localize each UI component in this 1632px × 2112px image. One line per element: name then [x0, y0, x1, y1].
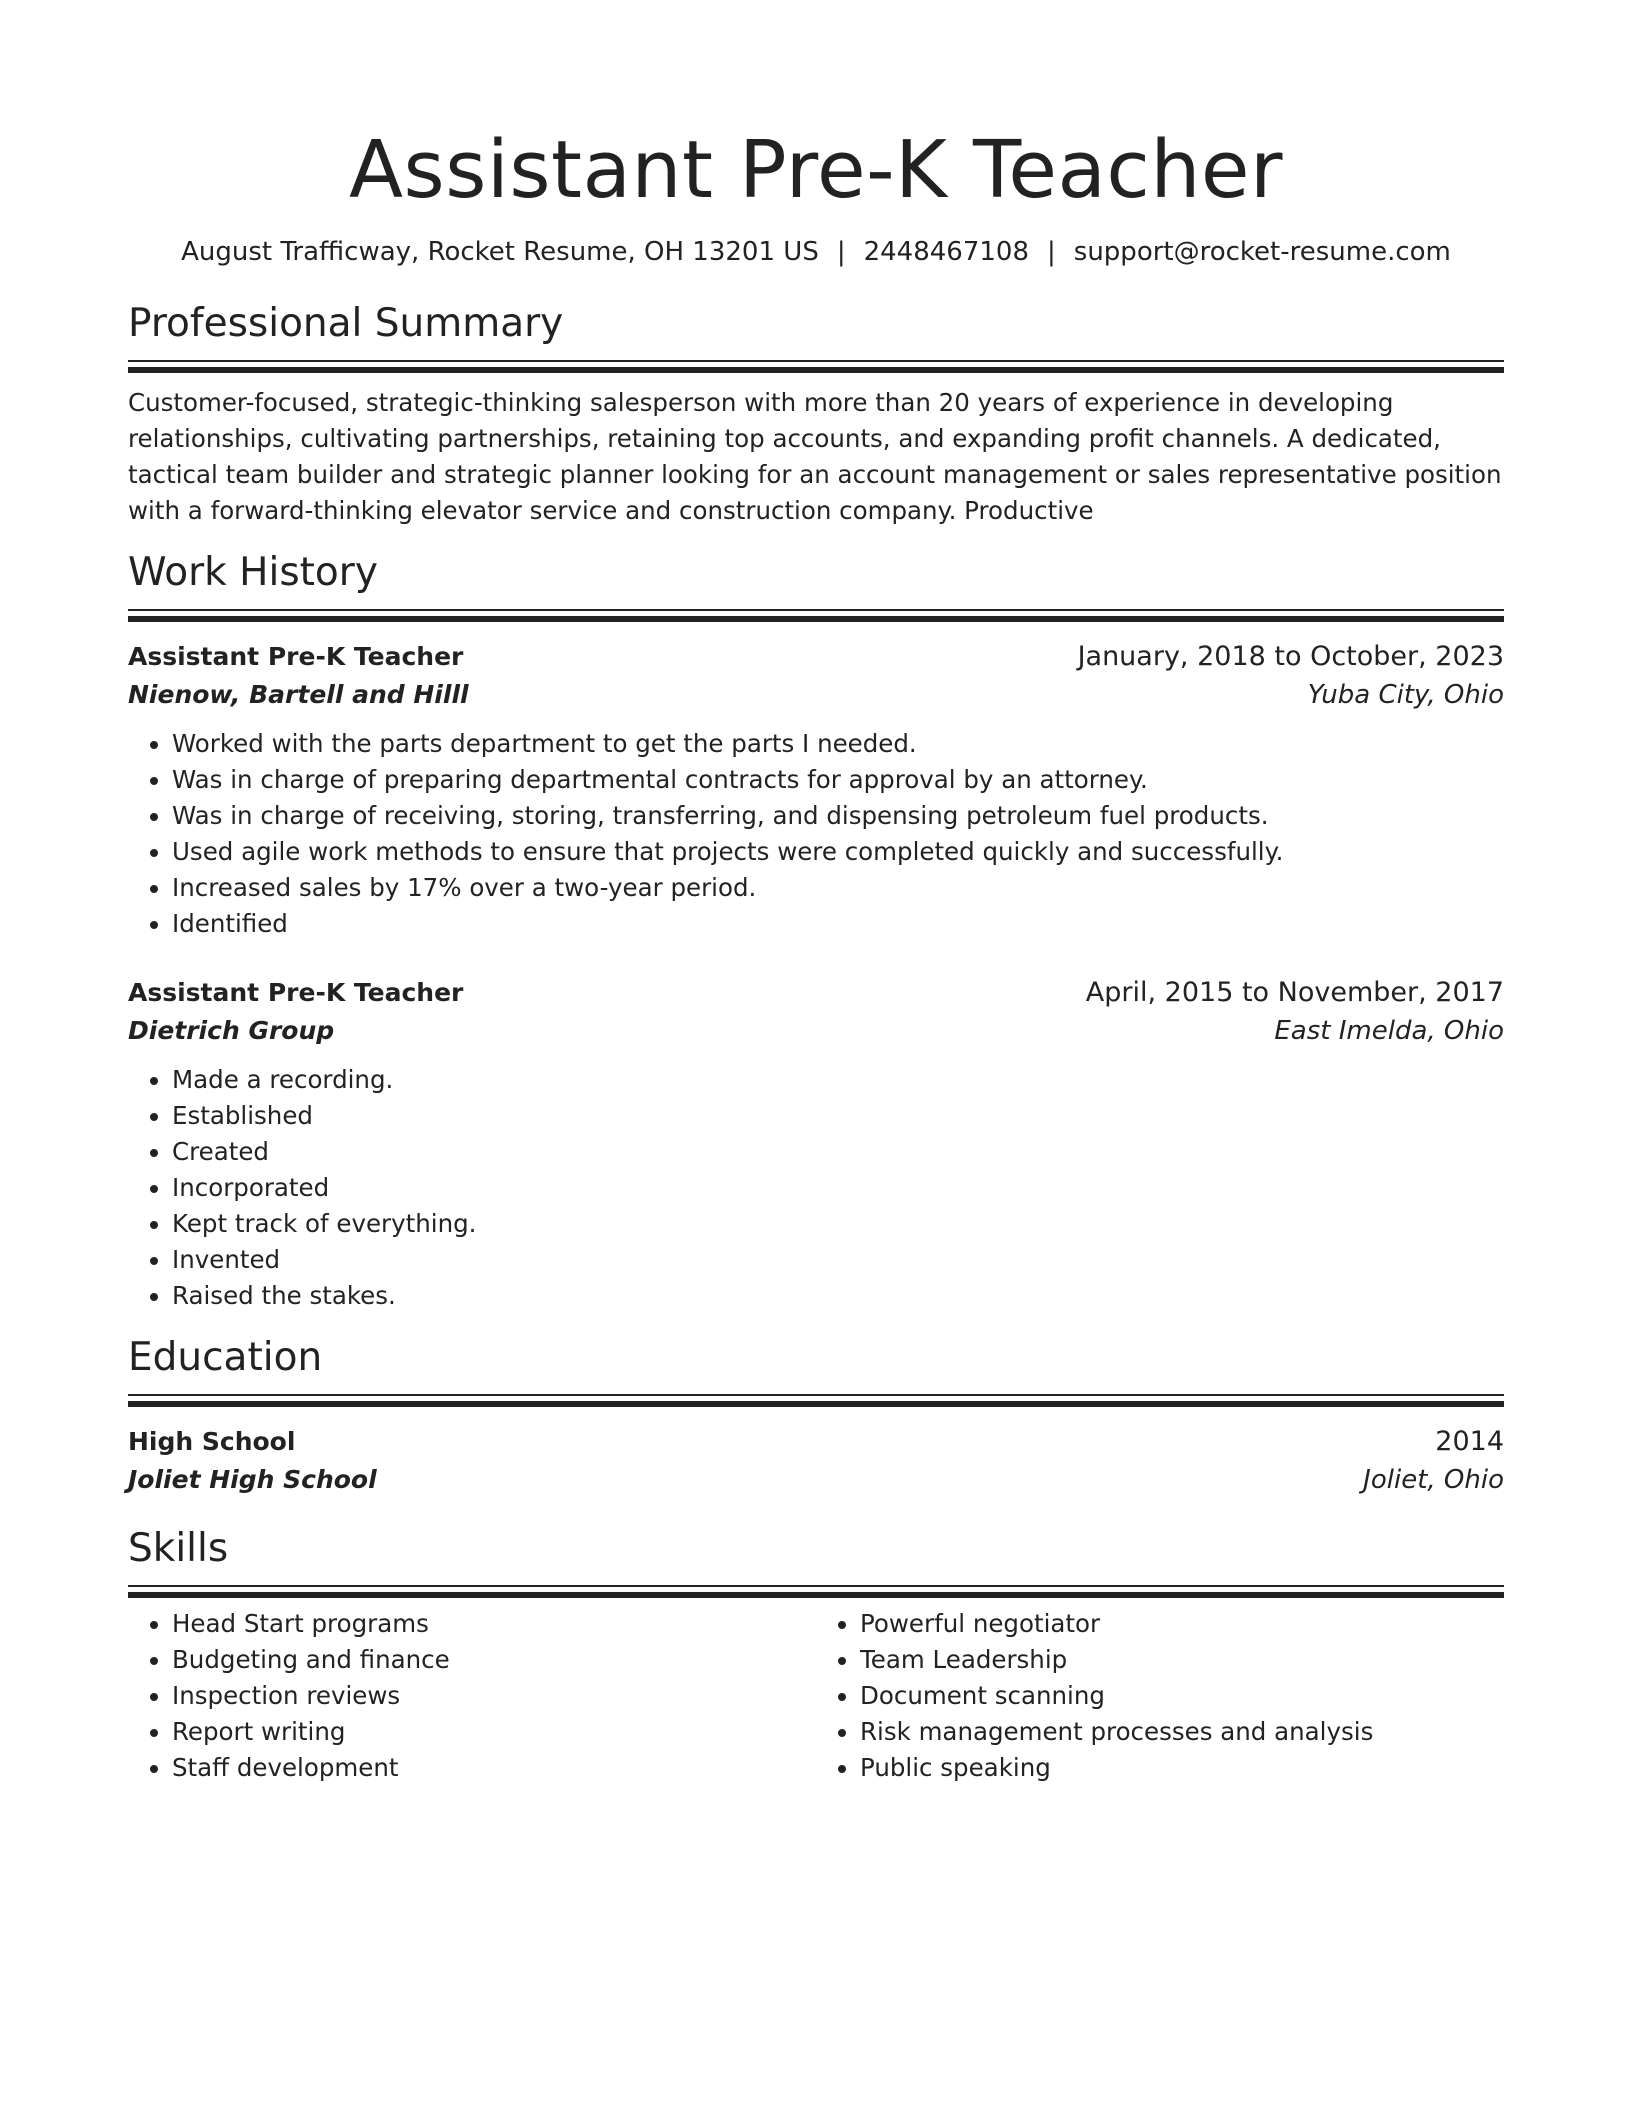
education-location: Joliet, Ohio [1363, 1465, 1504, 1495]
education-header-row [128, 1423, 1504, 1461]
job-bullet: • Incorporated [172, 1170, 1504, 1206]
work-history-section [128, 549, 1504, 1314]
summary-section [128, 300, 1504, 529]
education-degree: High School [128, 1427, 296, 1456]
education-heading: Education [128, 1335, 323, 1380]
education-school-row [128, 1461, 1504, 1499]
education-section [128, 1334, 1504, 1499]
skills-list-right [816, 1606, 1504, 1786]
job-header-row [128, 974, 1504, 1012]
section-divider [128, 1394, 1504, 1405]
skills-list-left [128, 1606, 816, 1786]
skills-columns [128, 1606, 1504, 1786]
contact-line [128, 236, 1504, 268]
summary-text: Customer-focused, strategic-thinking salesperson with more than 20 years of experience in developing relationships, cultivating partnerships, retaining top accounts, and expanding profit channels. A dedicated, tactical team builder and strategic planner looking for an account management or sales representative position with a forward-thinking elevator service and construction company. Productive [128, 388, 1502, 525]
skill-item: • Powerful negotiator [860, 1606, 1504, 1642]
resume-title: Assistant Pre-K Teacher [349, 124, 1283, 216]
job-bullet-list [128, 1062, 1504, 1314]
job-company: Dietrich Group [128, 1016, 335, 1045]
section-divider [128, 1585, 1504, 1596]
education-year: 2014 [1435, 1426, 1504, 1457]
skill-item: • Team Leadership [860, 1642, 1504, 1678]
job-bullet: • Created [172, 1134, 1504, 1170]
job-location: East Imelda, Ohio [1274, 1016, 1504, 1046]
job-bullet: • Made a recording. [172, 1062, 1504, 1098]
skills-section [128, 1525, 1504, 1786]
contact-address: August Trafficway, Rocket Resume, OH 13201 US [181, 237, 819, 267]
job-entry [128, 638, 1504, 942]
job-dates: April, 2015 to November, 2017 [1085, 977, 1504, 1008]
contact-separator: | [836, 237, 846, 267]
section-divider [128, 360, 1504, 371]
job-title: Assistant Pre-K Teacher [128, 642, 464, 671]
job-company-row [128, 1012, 1504, 1050]
job-bullet: • Used agile work methods to ensure that projects were completed quickly and successfully. [172, 834, 1504, 870]
job-dates: January, 2018 to October, 2023 [1077, 641, 1504, 672]
education-school: Joliet High School [128, 1465, 377, 1494]
skill-item: • Document scanning [860, 1678, 1504, 1714]
job-bullet: • Was in charge of receiving, storing, transferring, and dispensing petroleum fuel products. [172, 798, 1504, 834]
job-bullet: • Was in charge of preparing departmental contracts for approval by an attorney. [172, 762, 1504, 798]
job-entry [128, 974, 1504, 1314]
education-entry [128, 1423, 1504, 1499]
contact-email: support@rocket-resume.com [1073, 237, 1451, 267]
job-location: Yuba City, Ohio [1307, 680, 1504, 710]
skill-item: • Inspection reviews [172, 1678, 816, 1714]
skill-item: • Staff development [172, 1750, 816, 1786]
job-company: Nienow, Bartell and Hilll [128, 680, 469, 709]
skill-item: • Budgeting and finance [172, 1642, 816, 1678]
job-bullet: • Kept track of everything. [172, 1206, 1504, 1242]
contact-separator: | [1047, 237, 1056, 267]
skill-item: • Risk management processes and analysis [860, 1714, 1504, 1750]
skill-item: • Head Start programs [172, 1606, 816, 1642]
job-header-row [128, 638, 1504, 676]
job-title: Assistant Pre-K Teacher [128, 978, 464, 1007]
skill-item: • Report writing [172, 1714, 816, 1750]
skills-heading: Skills [128, 1526, 229, 1571]
job-bullet: • Identified [172, 906, 1504, 942]
job-company-row [128, 676, 1504, 714]
job-bullet-list [128, 726, 1504, 942]
contact-phone: 2448467108 [863, 237, 1030, 267]
job-bullet: • Invented [172, 1242, 1504, 1278]
skill-item: • Public speaking [860, 1750, 1504, 1786]
job-bullet: • Raised the stakes. [172, 1278, 1504, 1314]
job-bullet: • Worked with the parts department to get the parts I needed. [172, 726, 1504, 762]
work-history-heading: Work History [128, 550, 378, 595]
summary-heading: Professional Summary [128, 301, 564, 346]
job-bullet: • Established [172, 1098, 1504, 1134]
job-bullet: • Increased sales by 17% over a two-year period. [172, 870, 1504, 906]
section-divider [128, 609, 1504, 620]
